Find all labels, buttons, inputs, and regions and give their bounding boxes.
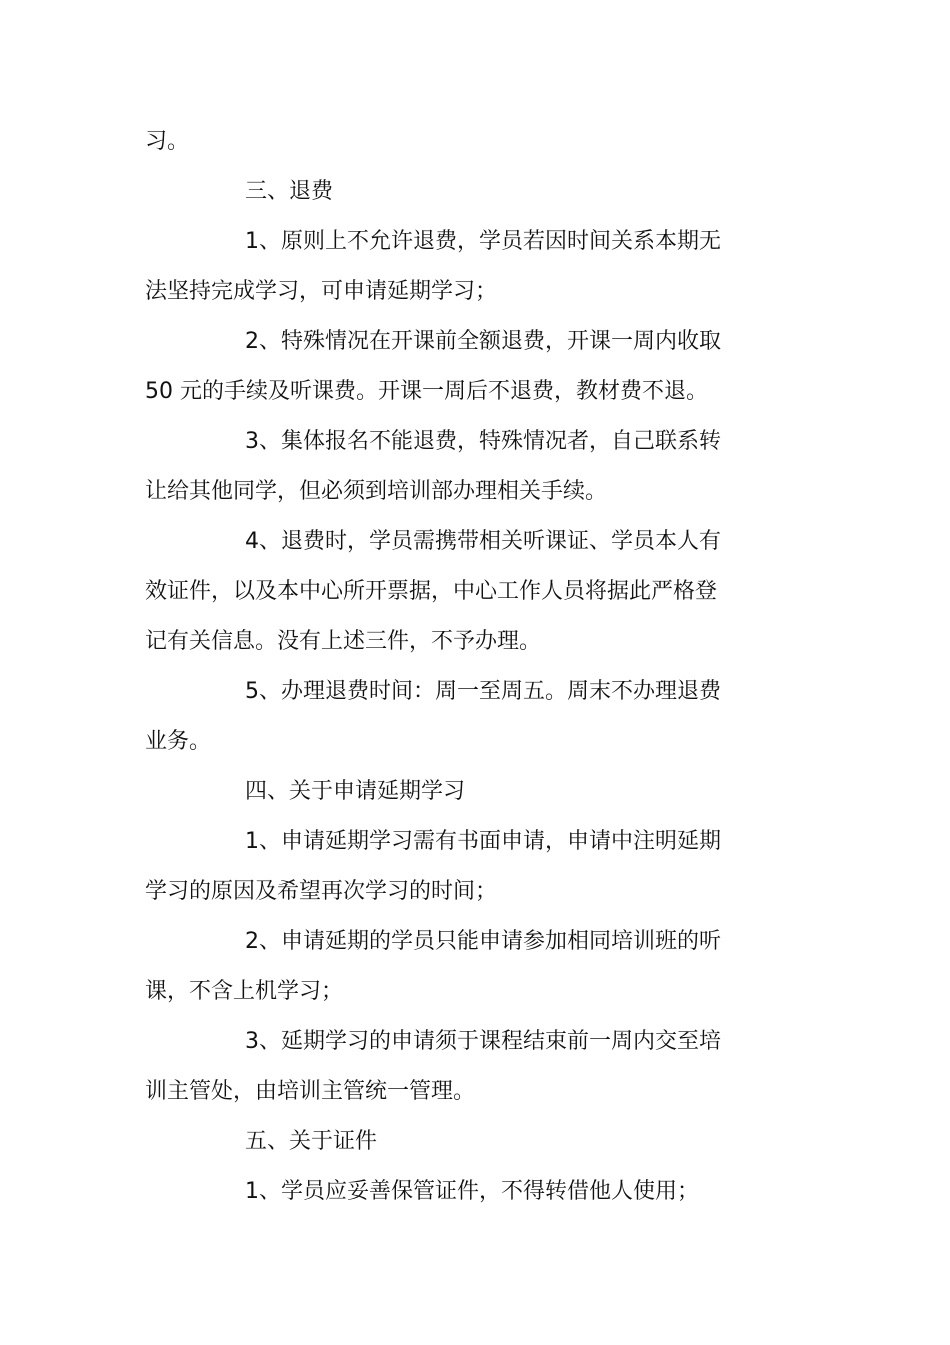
text-line: 训主管处，由培训主管统一管理。 bbox=[145, 1079, 476, 1104]
text-line: 法坚持完成学习，可申请延期学习； bbox=[145, 279, 498, 304]
text-line: 习。 bbox=[145, 129, 190, 154]
text-line: 学习的原因及希望再次学习的时间； bbox=[145, 879, 498, 904]
text-line: 1、原则上不允许退费，学员若因时间关系本期无 bbox=[245, 229, 721, 254]
text-line: 记有关信息。没有上述三件，不予办理。 bbox=[145, 629, 542, 654]
text-line: 3、集体报名不能退费，特殊情况者，自己联系转 bbox=[245, 429, 721, 454]
section-heading-certificates: 五、关于证件 bbox=[245, 1129, 378, 1154]
text-line: 业务。 bbox=[145, 729, 212, 754]
text-line: 3、延期学习的申请须于课程结束前一周内交至培 bbox=[245, 1029, 721, 1054]
text-line: 让给其他同学，但必须到培训部办理相关手续。 bbox=[145, 479, 608, 504]
section-heading-deferral: 四、关于申请延期学习 bbox=[245, 779, 466, 804]
text-line: 5、办理退费时间：周一至周五。周末不办理退费 bbox=[245, 679, 721, 704]
text-line: 2、申请延期的学员只能申请参加相同培训班的听 bbox=[245, 929, 721, 954]
document-body bbox=[145, 117, 745, 1217]
text-line: 50 元的手续及听课费。开课一周后不退费，教材费不退。 bbox=[145, 379, 708, 404]
text-line: 课，不含上机学习； bbox=[145, 979, 344, 1004]
text-line: 效证件，以及本中心所开票据，中心工作人员将据此严格登 bbox=[145, 579, 718, 604]
text-line: 2、特殊情况在开课前全额退费，开课一周内收取 bbox=[245, 329, 721, 354]
text-line: 4、退费时，学员需携带相关听课证、学员本人有 bbox=[245, 529, 721, 554]
text-line: 1、申请延期学习需有书面申请，申请中注明延期 bbox=[245, 829, 721, 854]
section-heading-refund: 三、退费 bbox=[245, 179, 334, 204]
text-line: 1、学员应妥善保管证件，不得转借他人使用； bbox=[245, 1179, 699, 1204]
